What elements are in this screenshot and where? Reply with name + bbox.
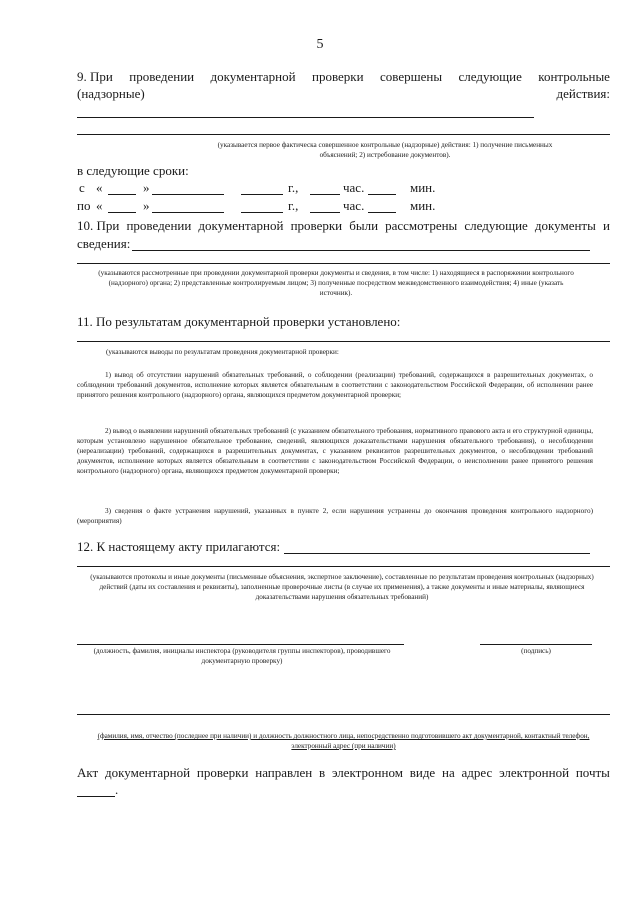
s12-fill-line-1 <box>284 553 590 554</box>
sent-line1 <box>77 765 610 781</box>
row-from-quote-close: » <box>143 180 150 195</box>
s9-word: документарной <box>210 69 296 84</box>
preparer-caption: (фамилия, имя, отчество (последнее при наличии) и должность должностного лица, непосредственно подготовившего акт документарной, контактный телефон, электронный адрес (при наличии) <box>97 732 590 750</box>
s10-word: рассмотрены <box>385 218 458 233</box>
s11-caption: (указываются выводы по результатам проведения документарной проверки: <box>106 348 339 356</box>
section-9-line1 <box>77 69 610 85</box>
year-blank <box>241 194 283 195</box>
s10-fill-line-2 <box>77 263 610 264</box>
sent-word: проверки <box>196 765 249 780</box>
s9-fill-line-2 <box>77 134 610 135</box>
row-to-quote-close: » <box>143 198 150 213</box>
s11-paragraph-3: 3) сведения о факте устранения нарушений, указанных в пункте 2, если нарушения устранены до окончания проведения контрольного надзорного) (мероприятия) <box>77 507 593 525</box>
row-to-year: г., <box>288 198 299 213</box>
s9-line2-right: действия: <box>556 86 610 101</box>
row-from-prefix: с <box>79 180 85 195</box>
sent-word: в <box>319 765 326 780</box>
minute-blank <box>368 212 396 213</box>
s10-word: были <box>349 218 379 233</box>
s10-caption: (указываются рассмотренные при проведении документарной проверки документы и сведения, в том числе: 1) находящиеся в распоряжении контрольного (надзорного) органа; 2) представленные контролируемым лицом; 3) полученные посредством межведомственного взаимодействия; 4) иные (указать источник). <box>98 269 574 297</box>
inspector-caption: (должность, фамилия, инициалы инспектора (руководителя группы инспекторов), проводившего документарную проверку) <box>93 647 391 665</box>
s10-word: проведении <box>126 218 192 233</box>
sent-word: на <box>442 765 455 780</box>
s9-caption: (указывается первое фактическа совершенное контрольные (надзорные) действия: 1) получение письменных объяснений; 2) истребование документов). <box>217 141 553 159</box>
s10-word: 10. При <box>77 218 120 233</box>
s9-fill-line-1 <box>77 117 534 118</box>
s10-word: и <box>602 218 610 233</box>
sent-word: виде <box>409 765 436 780</box>
sent-word: документарной <box>105 765 191 780</box>
hour-blank <box>310 194 340 195</box>
s11-paragraph-2: 2) вывод о выявлении нарушений обязательных требований (с указанием обязательного требования, нормативного правового акта и его структурной единицы, которым установлено нарушенное обязательное требование, сведений, являющихся доказательствами нарушения обязательного требования), о несоблюдении (нереализации) требований, содержащихся в разрешительных документах, с указанием реквизитов разрешительных документов, о несоблюдении требований документов, исполнение которых является обязательным в соответствии с законодательством Российской Федерации, о неисполнении ранее принятого решения контрольного (надзорного) органа, являющихся предметом документарной проверки; <box>77 427 593 475</box>
year-blank <box>241 212 283 213</box>
minute-blank <box>368 194 396 195</box>
section-10-line1 <box>77 218 610 234</box>
inspector-line <box>77 644 404 645</box>
row-to-prefix: по <box>77 198 91 213</box>
row-from-minutes: мин. <box>410 180 436 195</box>
sent-word: электронном <box>331 765 403 780</box>
sent-word: электронной <box>499 765 570 780</box>
s9-word: следующие <box>458 69 522 84</box>
s9-word: 9. При <box>77 69 113 84</box>
row-to-minutes: мин. <box>410 198 436 213</box>
day-blank <box>108 194 136 195</box>
signature-caption: (подпись) <box>521 647 551 655</box>
s9-line2-left: (надзорные) <box>77 86 145 101</box>
section-9-line2 <box>77 86 610 102</box>
row-from-year: г., <box>288 180 299 195</box>
row-from-hours: час. <box>343 180 365 195</box>
hour-blank <box>310 212 340 213</box>
email-blank <box>77 796 115 797</box>
sent-word: Акт <box>77 765 99 780</box>
s9-deadlines-label: в следующие сроки: <box>77 163 189 178</box>
sent-word: адрес <box>461 765 493 780</box>
day-blank <box>108 212 136 213</box>
month-blank <box>152 194 224 195</box>
s10-word: следующие <box>464 218 528 233</box>
s10-word: документы <box>534 218 596 233</box>
s11-fill-line <box>77 341 610 342</box>
row-from-quote-open: « <box>96 180 103 195</box>
s9-word: контрольные <box>538 69 610 84</box>
sent-word: почты <box>575 765 610 780</box>
sent-period: . <box>115 782 119 797</box>
s11-paragraph-1: 1) вывод об отсутствии нарушений обязательных требований, о соблюдении (реализации) требований, содержащихся в разрешительных документах, о соблюдении требований документов, исполнение которых является обязательным в соответствии с законодательством Российской Федерации, об исполнении ранее принятого решения контрольного (надзорного) органа, являющихся предметом документарной проверки; <box>77 371 593 399</box>
s12-caption: (указываются протоколы и иные документы (письменные объяснения, экспертное заключение), составленные по результатам проведения контрольных (надзорных) действий (даты их составления и реквизиты), заполненные проверочные листы (в случае их применения), а также документы и иные материалы, являющиеся доказательствами нарушения обязательных требований) <box>90 573 594 601</box>
s10-line2: сведения: <box>77 236 131 251</box>
s10-fill-line-1 <box>132 250 590 251</box>
month-blank <box>152 212 224 213</box>
s9-word: проведении <box>129 69 195 84</box>
s12-fill-line-2 <box>77 566 610 567</box>
s12-title: 12. К настоящему акту прилагаются: <box>77 539 281 554</box>
s9-word: совершены <box>379 69 443 84</box>
s10-word: документарной <box>198 218 284 233</box>
row-to-hours: час. <box>343 198 365 213</box>
sent-word: направлен <box>255 765 313 780</box>
s11-title: 11. По результатам документарной проверки установлено: <box>77 314 401 329</box>
s9-word: проверки <box>312 69 364 84</box>
preparer-line <box>77 714 610 715</box>
row-to-quote-open: « <box>96 198 103 213</box>
s10-word: проверки <box>290 218 343 233</box>
signature-line <box>480 644 592 645</box>
page-number: 5 <box>316 37 324 52</box>
